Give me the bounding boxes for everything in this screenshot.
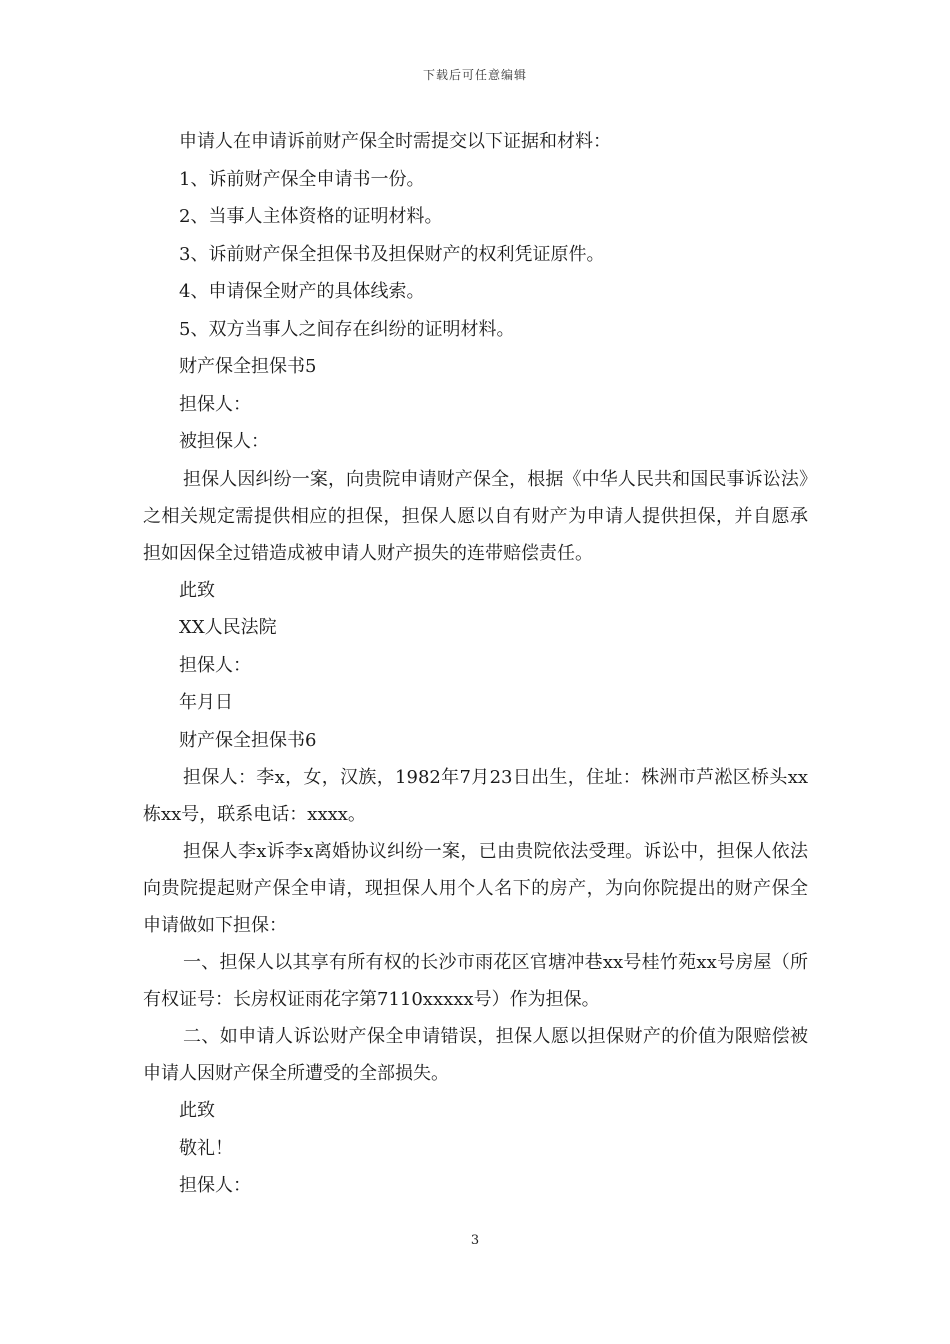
date-line: 年月日 (179, 692, 233, 713)
materials-intro: 申请人在申请诉前财产保全时需提交以下证据和材料： (179, 131, 611, 152)
document-body (143, 123, 808, 1205)
page-number: 3 (470, 1233, 480, 1248)
guarantee-paragraph-1: 担保人因纠纷一案，向贵院申请财产保全，根据《中华人民共和国民事诉讼法》之相关规定需提供相应的担保，担保人愿以自有财产为申请人提供担保，并自愿承担如因保全过错造成被申请人财产损失的连带赔偿责任。 (143, 468, 808, 564)
section-title-6: 财产保全担保书6 (179, 729, 317, 751)
page-header: 下载后可任意编辑 (422, 68, 527, 82)
salutation-1: 此致 (179, 579, 215, 601)
material-item-3: 3、诉前财产保全担保书及担保财产的权利凭证原件。 (179, 243, 605, 265)
guarantor-info: 担保人：李x，女，汉族，1982年7月23日出生，住址：株洲市芦淞区桥头xx栋xx号，联系电话：xxxx。 (143, 767, 808, 825)
section-title-5: 财产保全担保书5 (179, 356, 317, 377)
guarantor-signature-1: 担保人： (179, 654, 251, 676)
regards: 敬礼！ (179, 1137, 233, 1159)
guarantee-clause-2: 二、如申请人诉讼财产保全申请错误，担保人愿以担保财产的价值为限赔偿被申请人因财产保全所遭受的全部损失。 (143, 1026, 808, 1084)
guarantee-clause-1: 一、担保人以其享有所有权的长沙市雨花区官塘冲巷xx号桂竹苑xx号房屋（所有权证号：长房权证雨花字第7110xxxxx号）作为担保。 (143, 952, 808, 1010)
guarantor-signature-2: 担保人： (179, 1175, 251, 1196)
material-item-5: 5、双方当事人之间存在纠纷的证明材料。 (179, 318, 515, 340)
material-item-1: 1、诉前财产保全申请书一份。 (179, 168, 425, 190)
salutation-2: 此致 (179, 1100, 215, 1121)
material-item-2: 2、当事人主体资格的证明材料。 (179, 206, 443, 227)
court-name: XX人民法院 (179, 617, 277, 638)
material-item-4: 4、申请保全财产的具体线索。 (179, 281, 425, 302)
guaranteed-party-label: 被担保人： (179, 431, 269, 452)
guarantor-label: 担保人： (179, 393, 251, 415)
case-paragraph: 担保人李x诉李x离婚协议纠纷一案，已由贵院依法受理。诉讼中，担保人依法向贵院提起财产保全申请，现担保人用个人名下的房产，为向你院提出的财产保全申请做如下担保： (143, 841, 808, 936)
